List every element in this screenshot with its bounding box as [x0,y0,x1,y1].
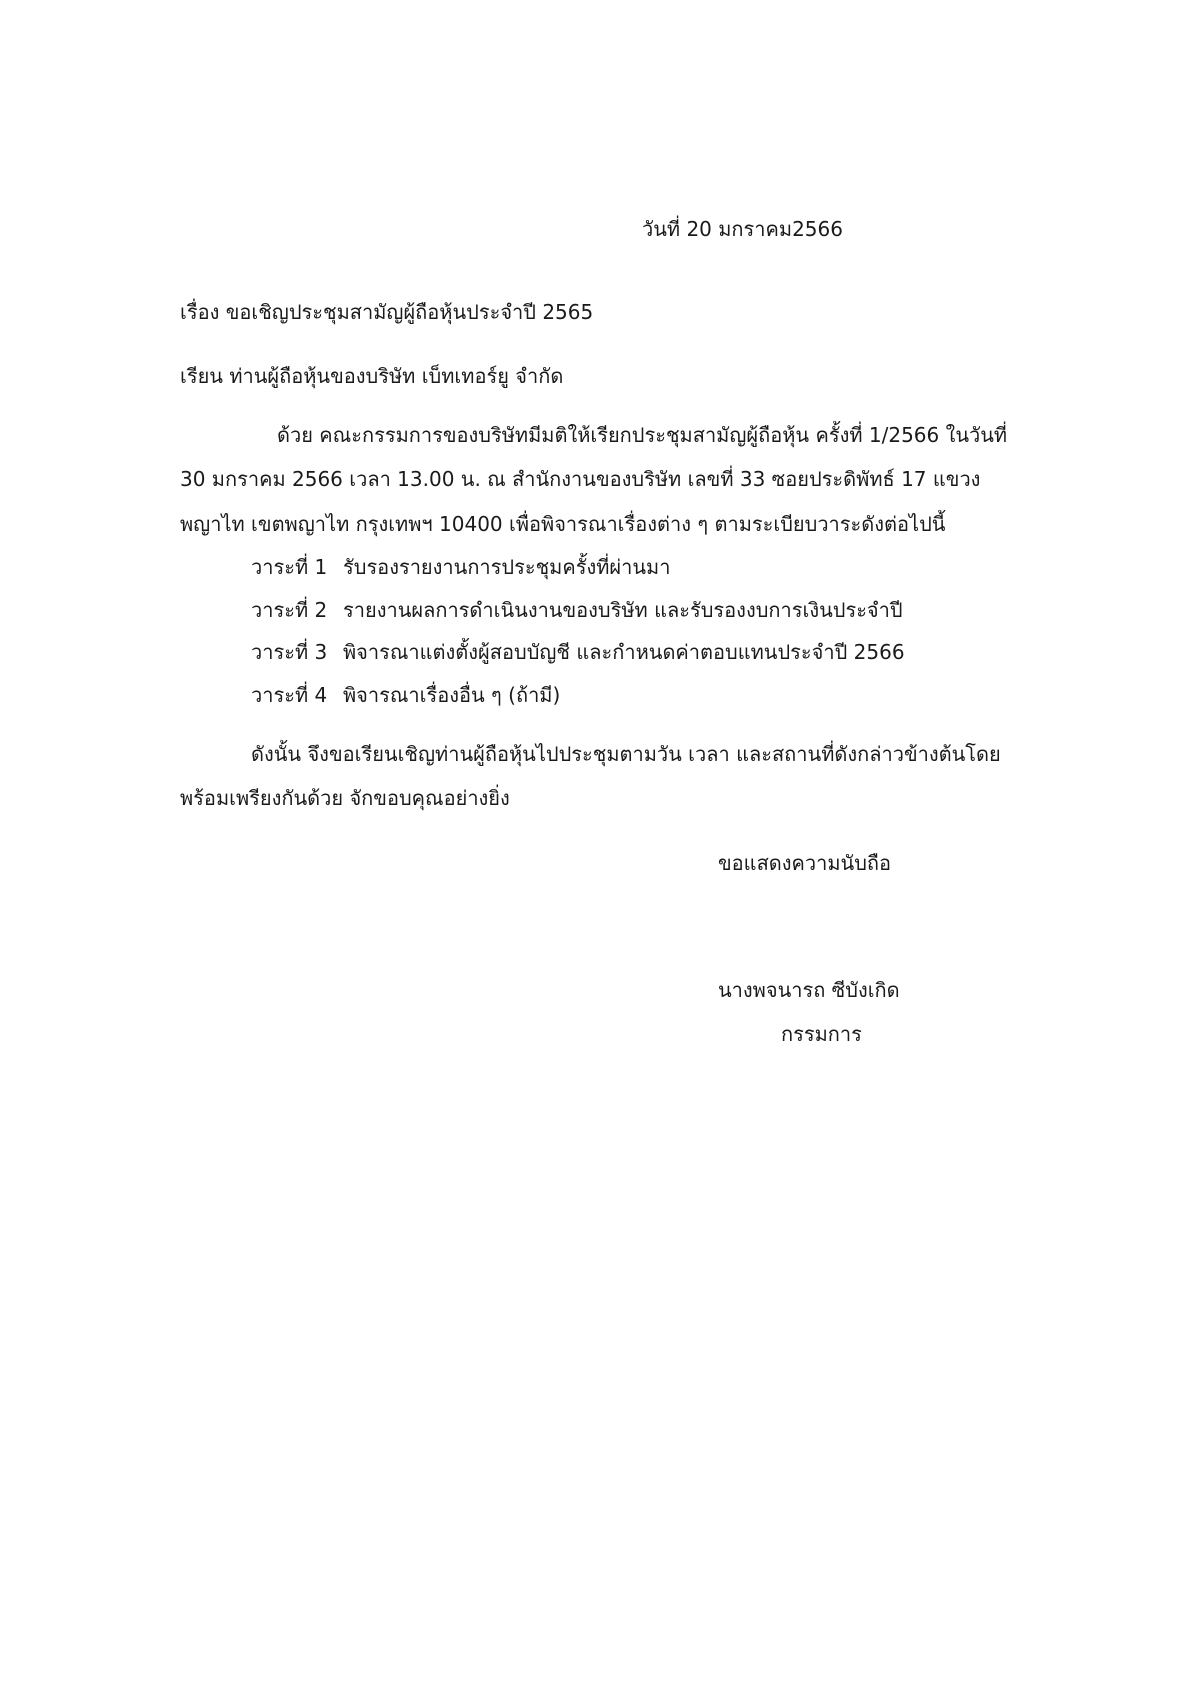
agenda-item [251,682,560,708]
closing-paragraph-line: ดังนั้น จึงขอเรียนเชิญท่านผู้ถือหุ้นไปประชุมตามวัน เวลา และสถานที่ดังกล่าวข้างต้นโดย [251,742,1001,766]
closing-paragraph-line: พร้อมเพรียงกันด้วย จักขอบคุณอย่างยิ่ง [180,786,510,810]
letter-subject: เรื่อง ขอเชิญประชุมสามัญผู้ถือหุ้นประจำปี 2565 [180,300,594,324]
agenda-item [251,639,905,665]
agenda-number: วาระที่ 4 [251,683,328,707]
agenda-text: พิจารณาเรื่องอื่น ๆ (ถ้ามี) [343,683,561,707]
agenda-text: รับรองรายงานการประชุมครั้งที่ผ่านมา [343,555,671,579]
agenda-item [251,597,903,623]
agenda-number: วาระที่ 3 [251,640,328,664]
signer-name: นางพจนารถ ซีบังเกิด [718,978,900,1002]
body-paragraph-line: พญาไท เขตพญาไท กรุงเทพฯ 10400 เพื่อพิจารณาเรื่องต่าง ๆ ตามระเบียบวาระดังต่อไปนี้ [180,512,946,536]
body-paragraph-line: 30 มกราคม 2566 เวลา 13.00 น. ณ สำนักงานของบริษัท เลขที่ 33 ซอยประดิพัทธ์ 17 แขวง [180,467,981,491]
agenda-number: วาระที่ 1 [251,555,328,579]
agenda-number: วาระที่ 2 [251,598,328,622]
letter-date: วันที่ 20 มกราคม2566 [642,217,843,241]
body-paragraph-line: ด้วย คณะกรรมการของบริษัทมีมติให้เรียกประชุมสามัญผู้ถือหุ้น ครั้งที่ 1/2566 ในวันที่ [277,423,1008,447]
agenda-item [251,554,670,580]
letter-addressee: เรียน ท่านผู้ถือหุ้นของบริษัท เบ็ทเทอร์ยู จำกัด [180,364,564,388]
agenda-text: รายงานผลการดำเนินงานของบริษัท และรับรองงบการเงินประจำปี [343,598,903,622]
agenda-text: พิจารณาแต่งตั้งผู้สอบบัญชี และกำหนดค่าตอบแทนประจำปี 2566 [343,640,905,664]
letter-regards: ขอแสดงความนับถือ [718,851,892,875]
signer-title: กรรมการ [781,1022,862,1046]
